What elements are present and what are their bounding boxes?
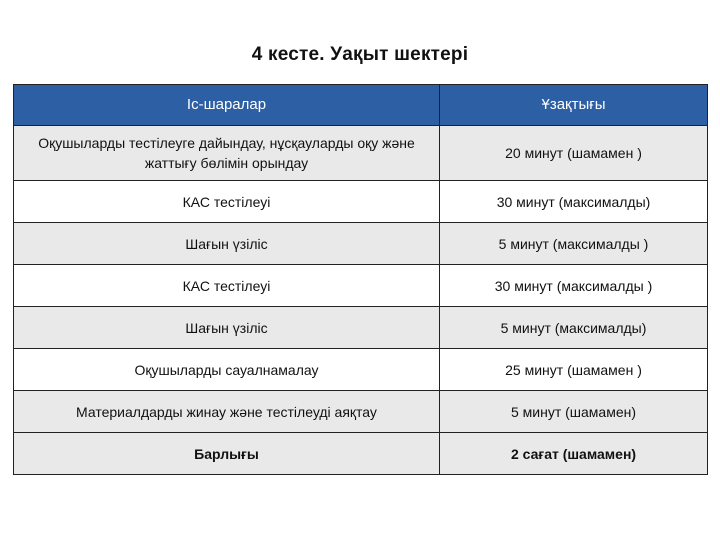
total-duration-cell: 2 сағат (шамамен) <box>440 433 708 475</box>
table-title: 4 кесте. Уақыт шектері <box>251 44 469 65</box>
table-row <box>14 307 708 349</box>
duration-cell: 30 минут (максималды) <box>440 181 708 223</box>
activity-cell: Оқушыларды тестілеуге дайындау, нұсқауларды оқу және жаттығу бөлімін орындау <box>14 126 440 181</box>
activity-cell: Шағын үзіліс <box>14 307 440 349</box>
table-row <box>14 265 708 307</box>
duration-cell: 30 минут (максималды ) <box>440 265 708 307</box>
activity-cell: Оқушыларды сауалнамалау <box>14 349 440 391</box>
duration-cell: 5 минут (максималды) <box>440 307 708 349</box>
table-row <box>14 391 708 433</box>
duration-cell: 5 минут (максималды ) <box>440 223 708 265</box>
table-total-row <box>14 433 708 475</box>
table-row <box>14 126 708 181</box>
duration-cell: 5 минут (шамамен) <box>440 391 708 433</box>
table-row <box>14 349 708 391</box>
duration-cell: 25 минут (шамамен ) <box>440 349 708 391</box>
time-limits-table <box>13 84 708 475</box>
table-row <box>14 223 708 265</box>
total-label-cell: Барлығы <box>14 433 440 475</box>
column-header-duration: Ұзақтығы <box>440 85 708 126</box>
table-header-row <box>14 85 708 126</box>
duration-cell: 20 минут (шамамен ) <box>440 126 708 181</box>
column-header-activities: Іс-шаралар <box>14 85 440 126</box>
activity-cell: КАС тестілеуі <box>14 181 440 223</box>
activity-cell: Материалдарды жинау және тестілеуді аяқтау <box>14 391 440 433</box>
table-row <box>14 181 708 223</box>
activity-cell: КАС тестілеуі <box>14 265 440 307</box>
activity-cell: Шағын үзіліс <box>14 223 440 265</box>
